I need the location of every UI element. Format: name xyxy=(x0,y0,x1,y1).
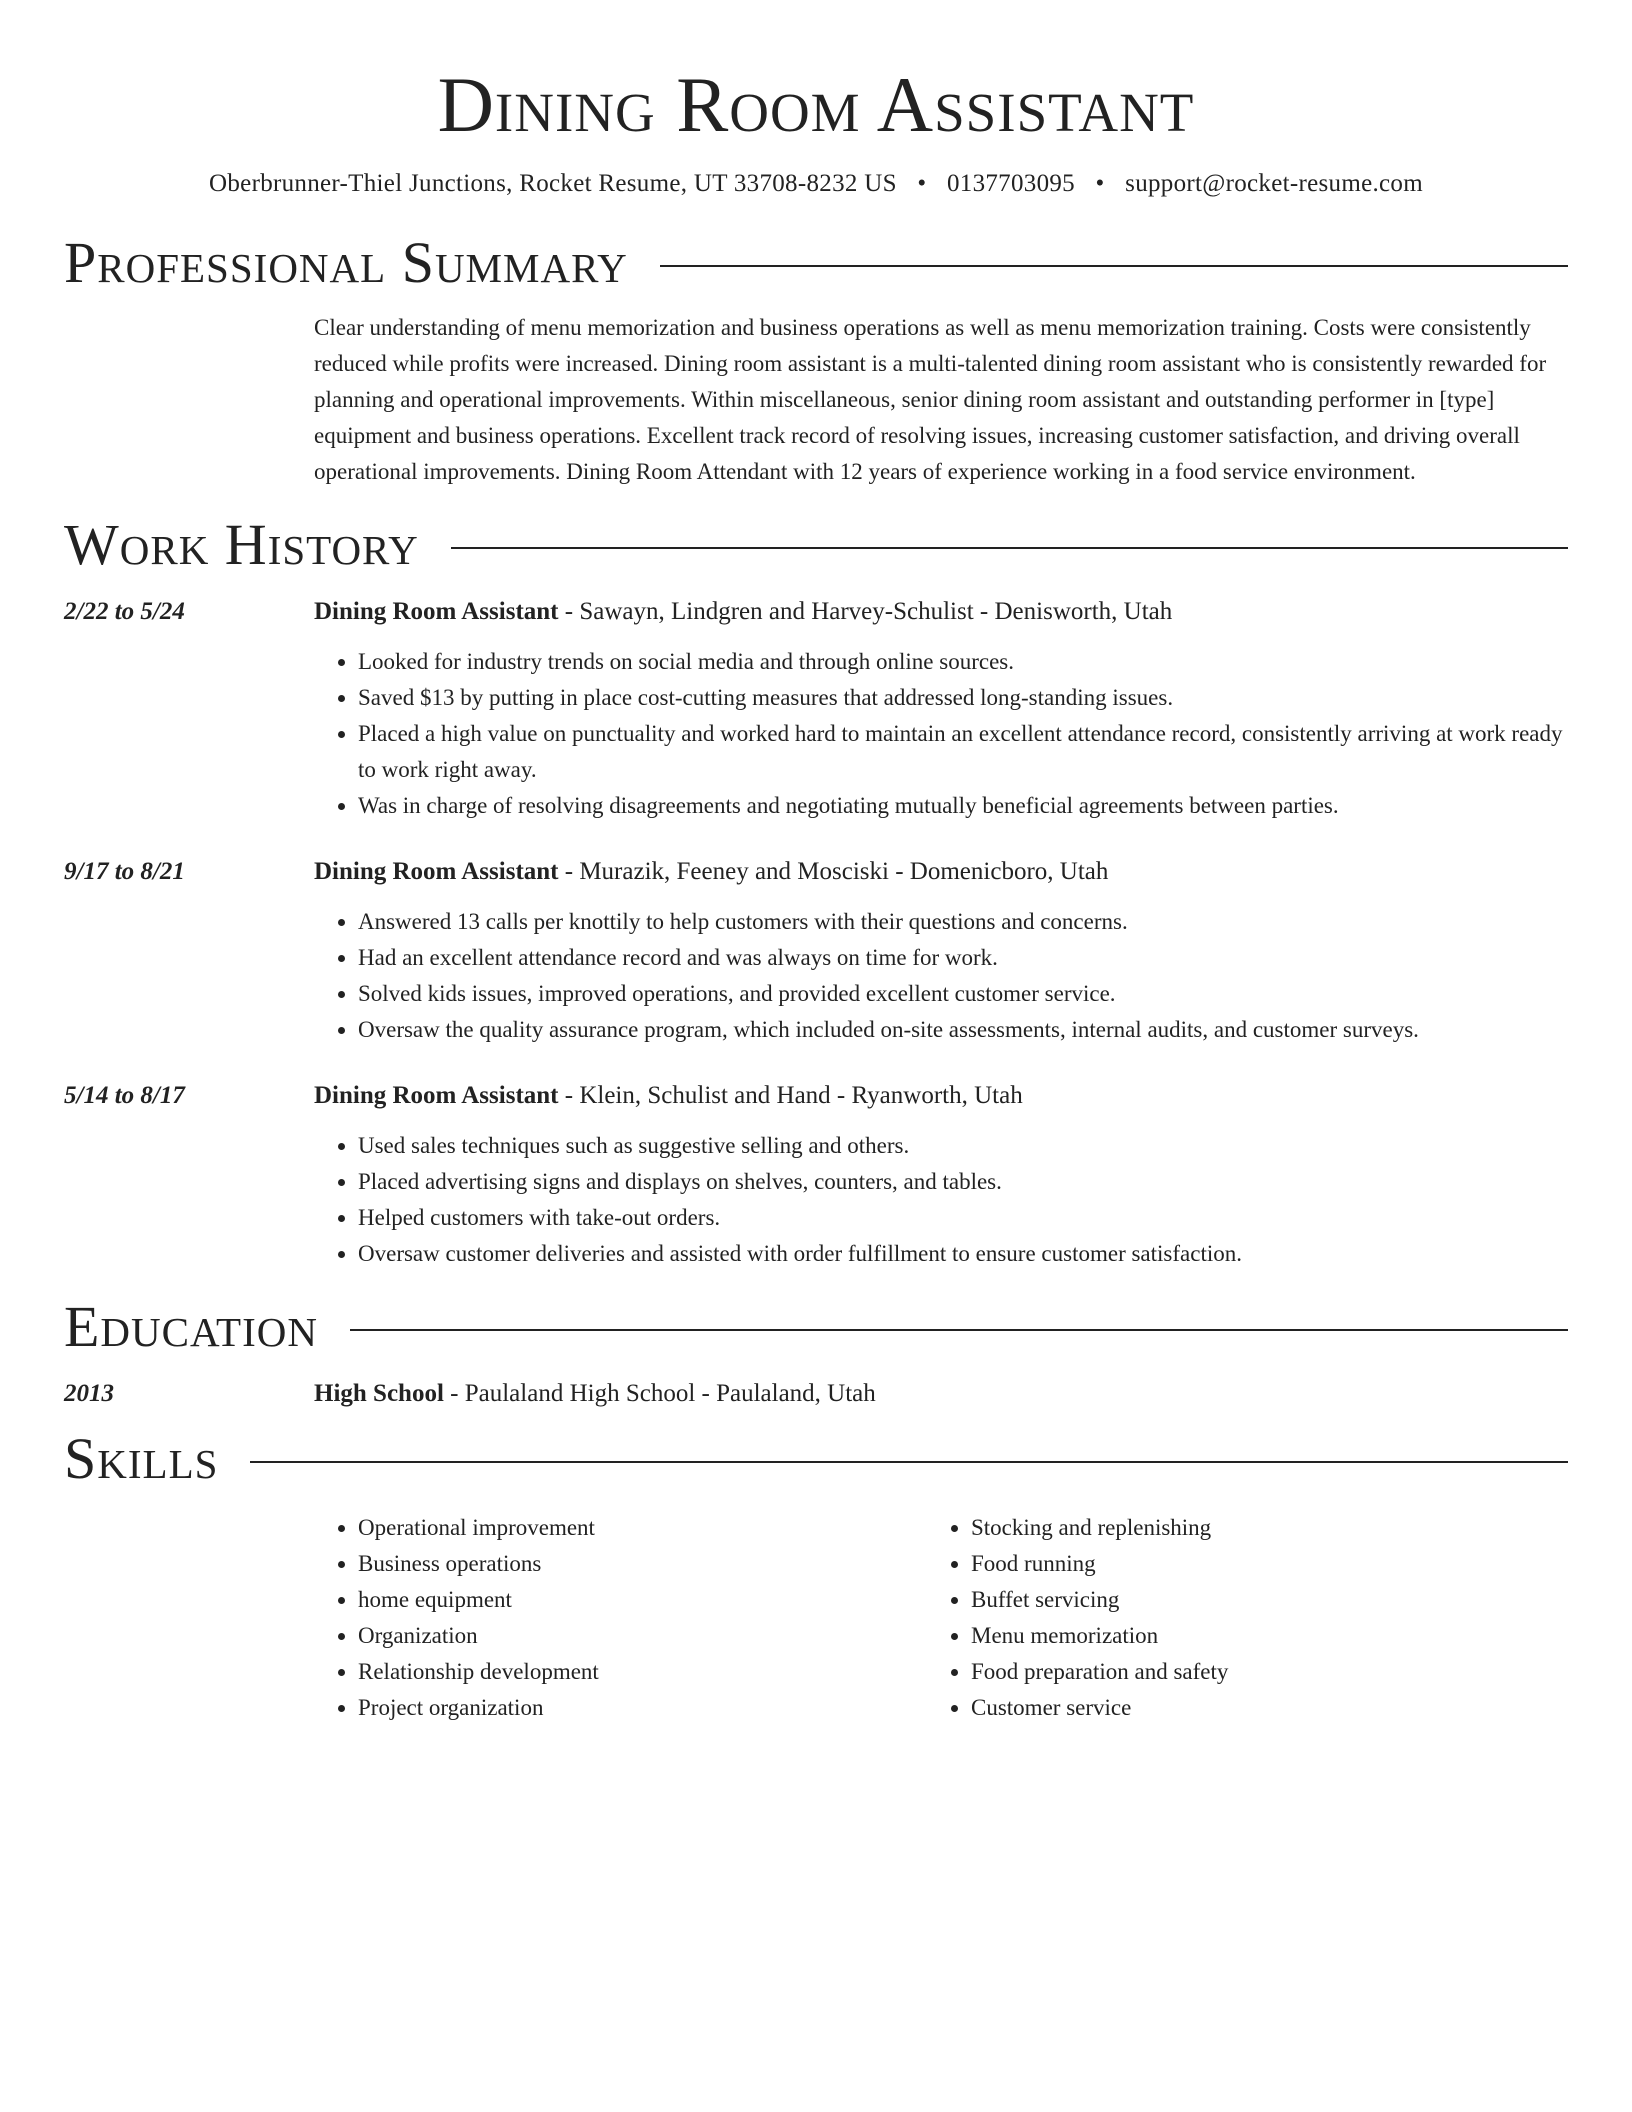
job-details: - Murazik, Feeney and Mosciski - Domenicboro, Utah xyxy=(558,858,1109,885)
summary-section-header xyxy=(64,230,1568,296)
contact-phone: 0137703095 xyxy=(946,170,1075,197)
education-details: - Paulaland High School - Paulaland, Utah xyxy=(443,1380,876,1407)
job-title: Dining Room Assistant xyxy=(314,1082,559,1109)
job-details: - Sawayn, Lindgren and Harvey-Schulist - Denisworth, Utah xyxy=(558,598,1173,625)
contact-line xyxy=(64,168,1568,200)
work-heading: Work History xyxy=(64,512,419,577)
skill-item: • Operational improvement xyxy=(358,1510,927,1546)
job-dates: 9/17 to 8/21 xyxy=(64,858,185,885)
job-header xyxy=(314,854,1568,890)
job-bullet: • Placed advertising signs and displays on shelves, counters, and tables. xyxy=(358,1164,1568,1200)
work-section-header xyxy=(64,512,1568,578)
summary-text: Clear understanding of menu memorization and business operations as well as menu memorization training. Costs were consistently reduced while profits were increased. Dining room assistant is a multi-talented dining room assistant who is consistently rewarded for planning and operational improvements. Within miscellaneous, senior dining room assistant and outstanding performer in [type] equipment and business operations. Excellent track record of resolving issues, increasing customer satisfaction, and driving overall operational improvements. Dining Room Attendant with 12 years of experience working in a food service environment. xyxy=(314,315,1547,484)
education-header xyxy=(314,1376,1568,1412)
contact-email: support@rocket-resume.com xyxy=(1125,170,1423,197)
job-title: Dining Room Assistant xyxy=(314,858,559,885)
skill-item: • home equipment xyxy=(358,1582,927,1618)
skill-item: • Buffet servicing xyxy=(971,1582,1540,1618)
skill-item: • Relationship development xyxy=(358,1654,927,1690)
skills-list-right xyxy=(927,1510,1540,1726)
skill-item: • Business operations xyxy=(358,1546,927,1582)
skill-item: • Organization xyxy=(358,1618,927,1654)
job-bullet: • Had an excellent attendance record and was always on time for work. xyxy=(358,940,1568,976)
skill-item: • Stocking and replenishing xyxy=(971,1510,1540,1546)
job-bullets xyxy=(314,1128,1568,1272)
job-bullet: • Placed a high value on punctuality and worked hard to maintain an excellent attendance record, consistently arriving at work ready to work right away. xyxy=(358,716,1568,788)
job-bullets xyxy=(314,904,1568,1048)
job-details: - Klein, Schulist and Hand - Ryanworth, Utah xyxy=(558,1082,1023,1109)
job-entry xyxy=(64,594,1568,824)
job-title: Dining Room Assistant xyxy=(314,598,559,625)
job-bullet: • Used sales techniques such as suggestive selling and others. xyxy=(358,1128,1568,1164)
job-entry xyxy=(64,854,1568,1048)
skill-item: • Food running xyxy=(971,1546,1540,1582)
job-bullet: • Answered 13 calls per knottily to help customers with their questions and concerns. xyxy=(358,904,1568,940)
skills-section-header xyxy=(64,1426,1568,1492)
section-divider xyxy=(660,265,1568,267)
resume-name: Dining Room Assistant xyxy=(437,61,1195,148)
education-entry xyxy=(64,1376,1568,1412)
skill-item: • Project organization xyxy=(358,1690,927,1726)
job-bullet: • Saved $13 by putting in place cost-cutting measures that addressed long-standing issues. xyxy=(358,680,1568,716)
skill-item: • Customer service xyxy=(971,1690,1540,1726)
job-bullet: • Looked for industry trends on social media and through online sources. xyxy=(358,644,1568,680)
job-dates: 2/22 to 5/24 xyxy=(64,598,185,625)
education-year: 2013 xyxy=(64,1380,114,1407)
section-divider xyxy=(250,1461,1568,1463)
summary-heading: Professional Summary xyxy=(64,230,628,295)
job-bullet: • Oversaw the quality assurance program, which included on-site assessments, internal audits, and customer surveys. xyxy=(358,1012,1568,1048)
education-heading: Education xyxy=(64,1294,318,1359)
job-bullet: • Solved kids issues, improved operations, and provided excellent customer service. xyxy=(358,976,1568,1012)
job-entry xyxy=(64,1078,1568,1272)
job-bullet: • Was in charge of resolving disagreements and negotiating mutually beneficial agreements between parties. xyxy=(358,788,1568,824)
skills-columns xyxy=(314,1510,1568,1726)
job-bullets xyxy=(314,644,1568,824)
contact-separator: • xyxy=(917,170,927,197)
skill-item: • Food preparation and safety xyxy=(971,1654,1540,1690)
skills-list-left xyxy=(314,1510,927,1726)
education-degree: High School xyxy=(314,1380,444,1407)
job-bullet: • Helped customers with take-out orders. xyxy=(358,1200,1568,1236)
contact-address: Oberbrunner-Thiel Junctions, Rocket Resume, UT 33708-8232 US xyxy=(209,170,897,197)
education-section-header xyxy=(64,1294,1568,1360)
section-divider xyxy=(350,1329,1568,1331)
skills-heading: Skills xyxy=(64,1426,219,1491)
job-dates: 5/14 to 8/17 xyxy=(64,1082,185,1109)
resume-page xyxy=(64,0,1568,1726)
section-divider xyxy=(451,547,1568,549)
contact-separator: • xyxy=(1095,170,1105,197)
job-header xyxy=(314,1078,1568,1114)
job-bullet: • Oversaw customer deliveries and assisted with order fulfillment to ensure customer satisfaction. xyxy=(358,1236,1568,1272)
skill-item: • Menu memorization xyxy=(971,1618,1540,1654)
job-header xyxy=(314,594,1568,630)
